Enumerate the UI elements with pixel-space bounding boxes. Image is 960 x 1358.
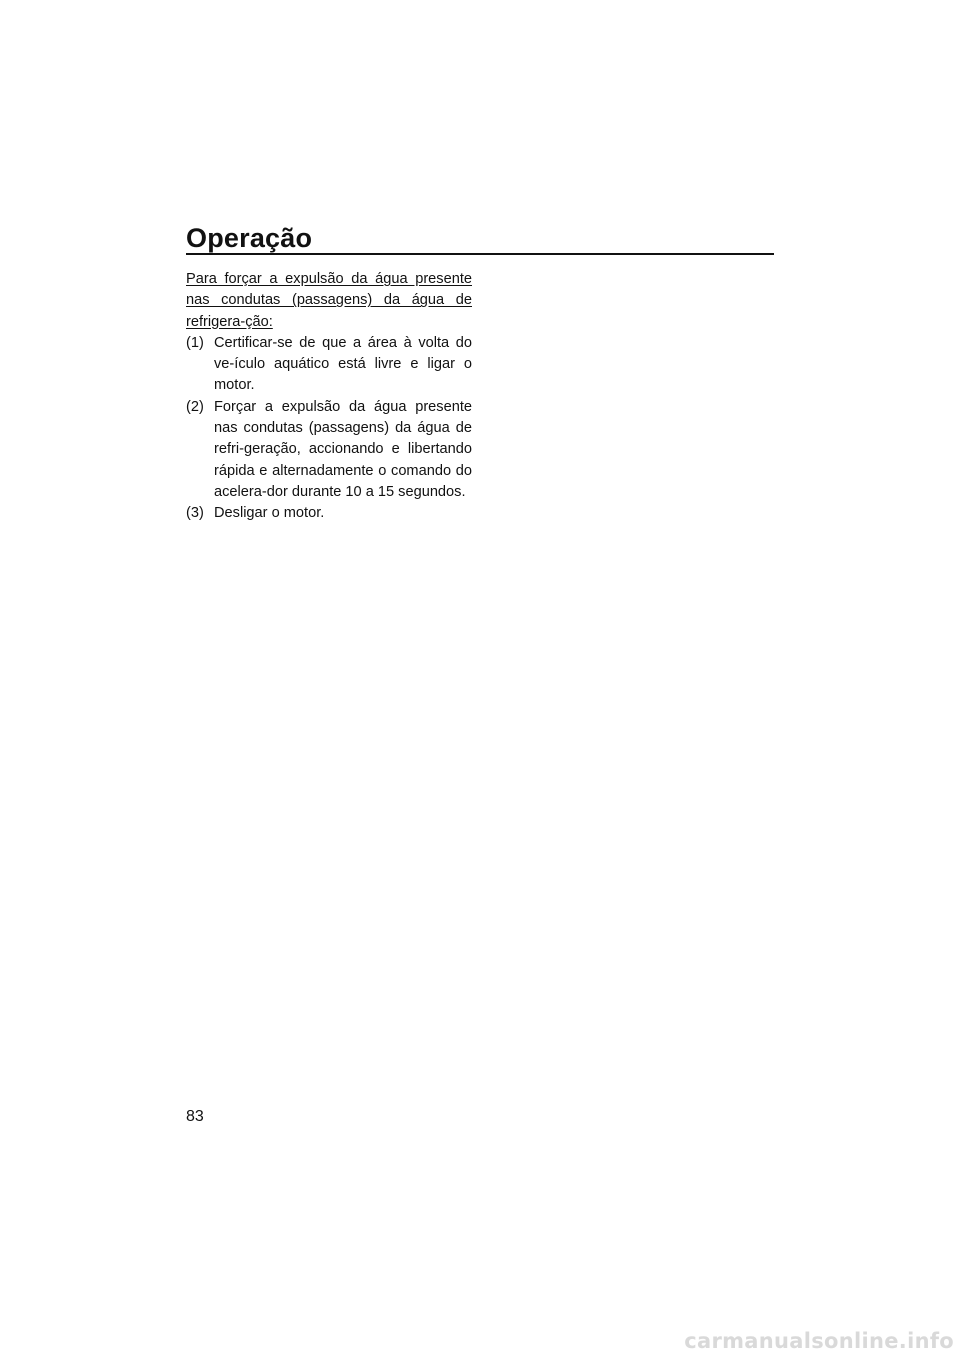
step-number: (2) [186,398,204,415]
page-title: Operação [186,223,313,253]
page-number: 83 [186,1108,204,1125]
watermark: carmanualsonline.info [684,1329,954,1353]
step-number: (1) [186,334,204,351]
step-text: Desligar o motor. [214,505,325,522]
step-number: (3) [186,505,204,522]
content-column [186,269,472,525]
title-rule [186,253,774,255]
step-list [186,333,472,525]
section-heading: Para forçar a expulsão da água presente nas condutas (passagens) da água de refrigera-ção: [186,271,472,330]
step-text: Forçar a expulsão da água presente nas condutas (passagens) da água de refri-geração, accionando e libertando rápida e alternadamente o comando do acelera-dor durante 10 a 15 segundos. [214,398,472,500]
step-text: Certificar-se de que a área à volta do ve-ículo aquático está livre e ligar o motor. [214,334,472,394]
list-item [186,503,472,524]
list-item [186,333,472,397]
list-item [186,397,472,503]
